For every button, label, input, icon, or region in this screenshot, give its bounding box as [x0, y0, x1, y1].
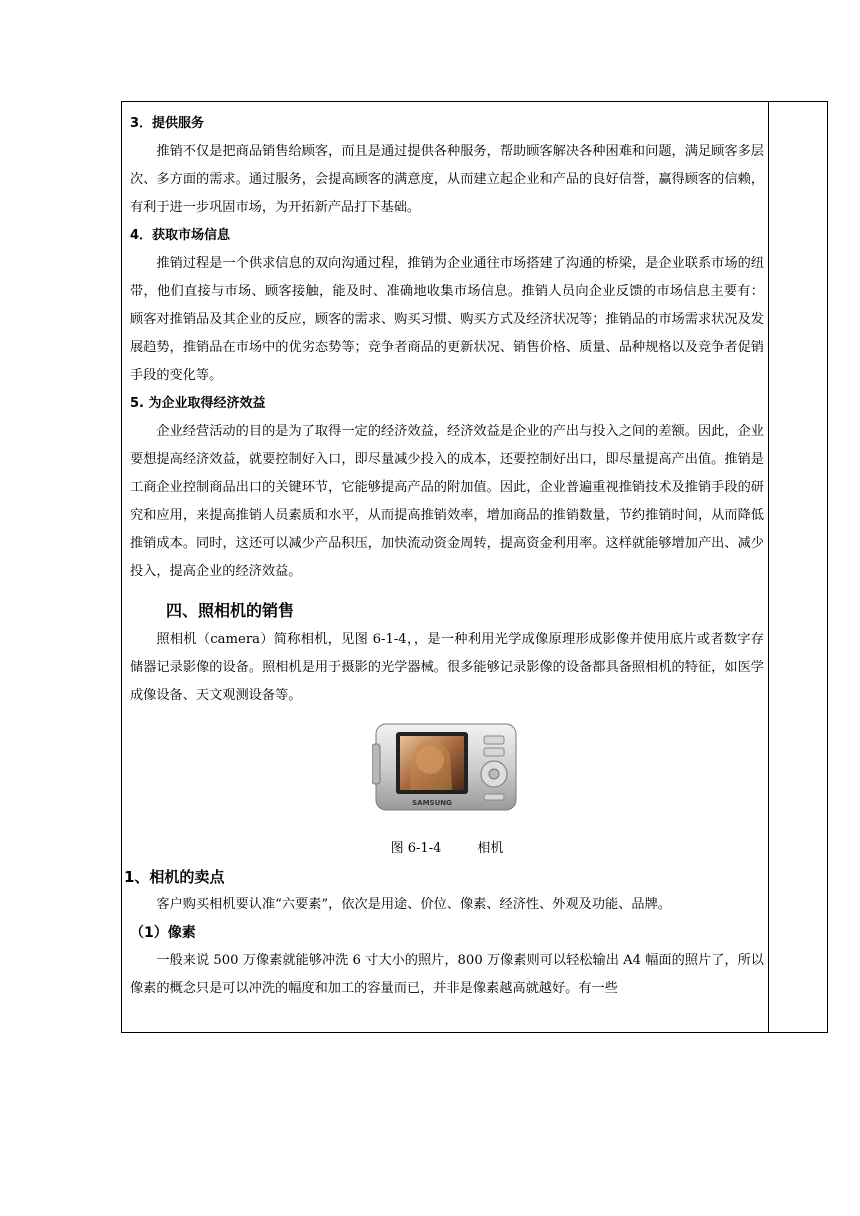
pixels-title: （1）像素: [130, 925, 196, 941]
figure-caption: [130, 835, 764, 863]
section-body-services: 推销不仅是把商品销售给顾客，而且是通过提供各种服务，帮助顾客解决各种困难和问题，满足顾客多层次、多方面的需求。通过服务，会提高顾客的满意度，从而建立起企业和产品的良好信誉，赢得顾客的信赖，有利于进一步巩固市场，为开拓新产品打下基础。: [130, 144, 764, 215]
camera-brand: SAMSUNG: [412, 799, 452, 807]
selling-points-body: 客户购买相机要认准“六要素”，依次是用途、价位、像素、经济性、外观及功能、品牌。: [156, 897, 671, 912]
section-heading-services: 3．提供服务: [130, 116, 205, 131]
camera-intro: 照相机（camera）简称相机，见图 6-1-4，，是一种利用光学成像原理形成影像并使用底片或者数字存储器记录影像的设备。照相机是用于摄影的光学器械。很多能够记录影像的设备都具备照相机的特征，如医学成像设备、天文观测设备等。: [130, 632, 764, 703]
selling-points-title: 1、相机的卖点: [124, 868, 225, 886]
pixels-body: 一般来说 500 万像素就能够冲洗 6 寸大小的照片，800 万像素则可以轻松输出 A4 幅面的照片了，所以像素的概念只是可以冲洗的幅度和加工的容量而已，并非是像素越高就越好。有一些: [130, 953, 764, 996]
section-body-market-info: 推销过程是一个供求信息的双向沟通过程，推销为企业通往市场搭建了沟通的桥梁，是企业联系市场的纽带，他们直接与市场、顾客接触，能及时、准确地收集市场信息。推销人员向企业反馈的市场信息主要有： 顾客对推销品及其企业的反应，顾客的需求、购买习惯、购买方式及经济状况等；推销品的市场需求状况及发展趋势，推销品在市场中的优劣态势等；竞争者商品的更新状况、销售价格、质量、品种规格以及竞争者促销手段的变化等。: [130, 256, 764, 383]
content-cell: [124, 110, 764, 1003]
content-table: [121, 101, 828, 1033]
section-heading-economic-benefit: 5. 为企业取得经济效益: [130, 396, 266, 411]
section-heading-market-info: 4．获取市场信息: [130, 228, 231, 243]
camera-image: [372, 714, 522, 822]
camera-section-title: 四、照相机的销售: [166, 601, 295, 620]
figure-caption-text: 相机: [477, 841, 504, 856]
figure-caption-number: 图 6-1-4: [390, 841, 442, 856]
section-body-economic-benefit: 企业经营活动的目的是为了取得一定的经济效益，经济效益是企业的产出与投入之间的差额。因此，企业要想提高经济效益，就要控制好入口，即尽量减少投入的成本，还要控制好出口，即尽量提高产出值。推销是工商企业控制商品出口的关键环节，它能够提高产品的附加值。因此，企业普遍重视推销技术及推销手段的研究和应用，来提高推销人员素质和水平，从而提高推销效率，增加商品的推销数量，节约推销时间，从而降低推销成本。同时，这还可以减少产品积压，加快流动资金周转，提高资金利用率。这样就能够增加产出、减少投入，提高企业的经济效益。: [130, 424, 764, 579]
camera-figure: [130, 714, 764, 833]
table-column-divider: [768, 102, 769, 1032]
